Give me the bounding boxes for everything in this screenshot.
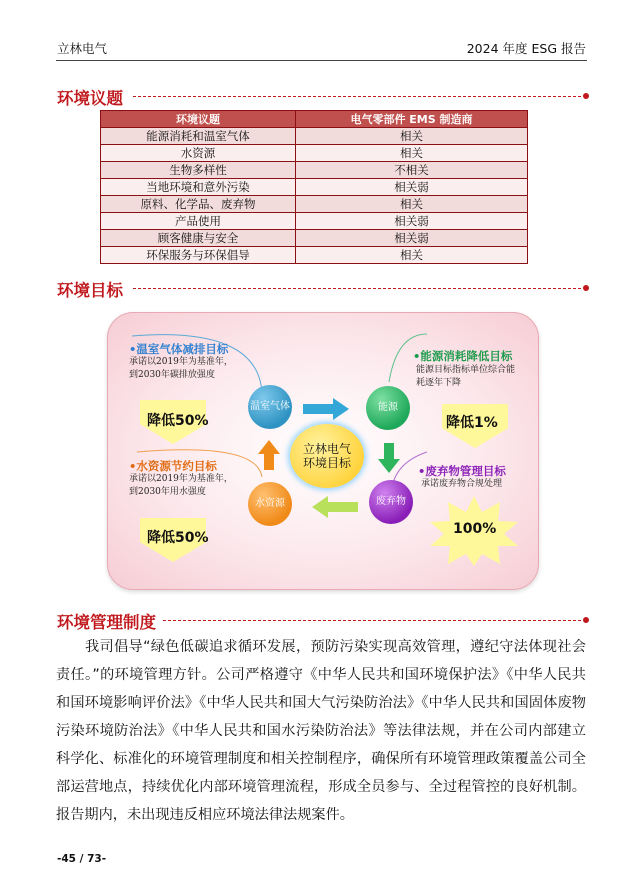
table-row bbox=[101, 247, 528, 264]
waste-target-value: 100% bbox=[453, 521, 497, 537]
arrow-down-icon bbox=[378, 443, 400, 473]
table-row bbox=[101, 196, 528, 213]
section-divider-dot bbox=[583, 93, 589, 99]
section-divider bbox=[163, 620, 581, 621]
table-row bbox=[101, 162, 528, 179]
arrow-left-icon bbox=[312, 496, 358, 518]
waste-target-desc: 承诺废弃物合规处理 bbox=[421, 479, 503, 489]
table-header-row bbox=[101, 111, 528, 128]
table-row bbox=[101, 145, 528, 162]
table-cell: 相关弱 bbox=[296, 213, 528, 230]
table-header-ems: 电气零部件 EMS 制造商 bbox=[296, 111, 528, 128]
ghg-node: 温室气体 bbox=[248, 385, 292, 429]
section-divider-dot bbox=[583, 617, 589, 623]
header-divider bbox=[56, 60, 587, 61]
table-cell: 相关 bbox=[296, 196, 528, 213]
table-cell: 水资源 bbox=[101, 145, 296, 162]
table-row bbox=[101, 213, 528, 230]
table-cell: 能源消耗和温室气体 bbox=[101, 128, 296, 145]
header-report-title: 2024 年度 ESG 报告 bbox=[466, 41, 586, 56]
table-cell: 不相关 bbox=[296, 162, 528, 179]
table-cell: 顾客健康与安全 bbox=[101, 230, 296, 247]
energy-target-desc: 能源目标指标单位综合能耗逐年下降 bbox=[416, 365, 516, 388]
energy-target-title: •能源消耗降低目标 bbox=[413, 349, 513, 363]
energy-target-value: 降低1% bbox=[446, 415, 498, 431]
page-number: -45 / 73- bbox=[57, 853, 107, 865]
section-title-targets: 环境目标 bbox=[57, 281, 123, 300]
arrow-up-icon bbox=[258, 440, 280, 470]
ghg-target-title: •温室气体减排目标 bbox=[129, 342, 229, 356]
center-node: 立林电气环境目标 bbox=[290, 424, 364, 488]
header-company: 立林电气 bbox=[57, 41, 108, 56]
table-cell: 原料、化学品、废弃物 bbox=[101, 196, 296, 213]
section-title-management: 环境管理制度 bbox=[57, 613, 156, 632]
table-cell: 产品使用 bbox=[101, 213, 296, 230]
issues-table bbox=[100, 110, 528, 264]
management-paragraph: 我司倡导“绿色低碳追求循环发展，预防污染实现高效管理，遵纪守法体现社会责任。”的环境管理方针。公司严格遵守《中华人民共和国环境保护法》《中华人民共和国环境影响评价法》《中华人民共和国大气污染防治法》《中华人民共和国固体废物污染环境防治法》《中华人民共和国水污染防治法》等法律法规，并在公司内部建立科学化、标准化的环境管理制度和相关控制程序，确保所有环境管理政策覆盖公司全部运营地点，持续优化内部环境管理流程，形成全员参与、全过程管控的良好机制。报告期内，未出现违反相应环境法律法规案件。 bbox=[56, 639, 586, 823]
water-target-title: •水资源节约目标 bbox=[129, 459, 217, 473]
waste-target-title: •废弃物管理目标 bbox=[418, 464, 506, 478]
table-cell: 相关弱 bbox=[296, 230, 528, 247]
water-node: 水资源 bbox=[248, 482, 292, 526]
water-target-value: 降低50% bbox=[147, 530, 209, 546]
section-divider bbox=[133, 288, 581, 289]
arrow-right-icon bbox=[303, 398, 349, 420]
table-cell: 环保服务与环保倡导 bbox=[101, 247, 296, 264]
ghg-target-value: 降低50% bbox=[147, 413, 209, 429]
table-cell: 当地环境和意外污染 bbox=[101, 179, 296, 196]
table-row bbox=[101, 128, 528, 145]
table-cell: 相关弱 bbox=[296, 179, 528, 196]
table-cell: 生物多样性 bbox=[101, 162, 296, 179]
table-row bbox=[101, 230, 528, 247]
water-target-desc: 承诺以2019年为基准年，到2030年用水强度 bbox=[129, 474, 233, 497]
energy-node: 能源 bbox=[366, 386, 410, 430]
waste-node: 废弃物 bbox=[369, 480, 413, 524]
table-cell: 相关 bbox=[296, 145, 528, 162]
section-title-issues: 环境议题 bbox=[57, 89, 123, 108]
ghg-target-desc: 承诺以2019年为基准年，到2030年碳排放强度 bbox=[129, 357, 233, 380]
table-cell: 相关 bbox=[296, 128, 528, 145]
section-divider bbox=[133, 96, 581, 97]
section-divider-dot bbox=[583, 285, 589, 291]
table-header-issue: 环境议题 bbox=[101, 111, 296, 128]
table-row bbox=[101, 179, 528, 196]
table-cell: 相关 bbox=[296, 247, 528, 264]
